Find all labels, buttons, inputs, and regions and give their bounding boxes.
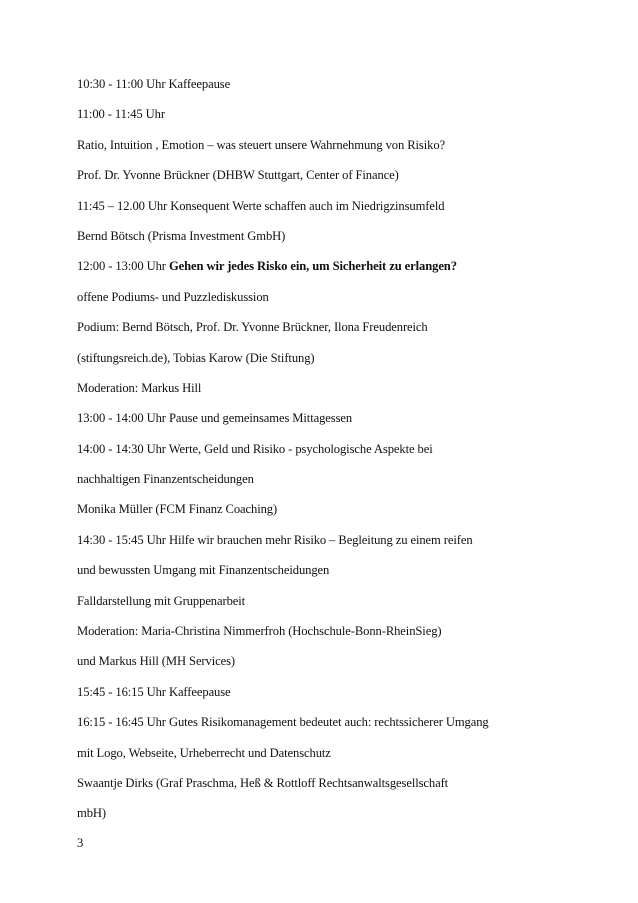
- agenda-line: Prof. Dr. Yvonne Brückner (DHBW Stuttgart, Center of Finance): [77, 168, 399, 183]
- agenda-line: 16:15 - 16:45 Uhr Gutes Risikomanagement bedeutet auch: rechtssicherer Umgang: [77, 715, 489, 730]
- agenda-line: und Markus Hill (MH Services): [77, 654, 235, 669]
- agenda-line: 15:45 - 16:15 Uhr Kaffeepause: [77, 684, 231, 699]
- agenda-line: mit Logo, Webseite, Urheberrecht und Datenschutz: [77, 745, 331, 760]
- page-number: 3: [77, 836, 84, 850]
- agenda-line: Swaantje Dirks (Graf Praschma, Heß & Rottloff Rechtsanwaltsgesellschaft: [77, 775, 449, 790]
- agenda-line: Ratio, Intuition , Emotion – was steuert unsere Wahrnehmung von Risiko?: [77, 137, 446, 152]
- agenda-line: 13:00 - 14:00 Uhr Pause und gemeinsames Mittagessen: [77, 411, 353, 426]
- agenda-line: 14:30 - 15:45 Uhr Hilfe wir brauchen mehr Risiko – Begleitung zu einem reifen: [77, 532, 473, 547]
- session-time: 12:00 - 13:00 Uhr: [77, 259, 169, 274]
- agenda-line: 11:45 – 12.00 Uhr Konsequent Werte schaffen auch im Niedrigzinsumfeld: [77, 198, 445, 213]
- session-title-bold: Gehen wir jedes Risko ein, um Sicherheit zu erlangen?: [168, 259, 457, 274]
- agenda-line: [77, 256, 577, 286]
- agenda-line: Bernd Bötsch (Prisma Investment GmbH): [77, 228, 286, 243]
- agenda-line: Moderation: Markus Hill: [77, 380, 202, 395]
- agenda-line: mbH): [77, 806, 106, 821]
- agenda-line: Moderation: Maria-Christina Nimmerfroh (Hochschule-Bonn-RheinSieg): [77, 624, 442, 639]
- agenda-line: und bewussten Umgang mit Finanzentscheidungen: [77, 563, 330, 578]
- agenda-line: Falldarstellung mit Gruppenarbeit: [77, 593, 246, 608]
- agenda-line: nachhaltigen Finanzentscheidungen: [77, 472, 254, 487]
- agenda-line: 14:00 - 14:30 Uhr Werte, Geld und Risiko - psychologische Aspekte bei: [77, 441, 433, 456]
- agenda-line: Podium: Bernd Bötsch, Prof. Dr. Yvonne Brückner, Ilona Freudenreich: [77, 320, 428, 335]
- agenda-line: 11:00 - 11:45 Uhr: [77, 107, 165, 122]
- agenda-line: offene Podiums- und Puzzlediskussion: [77, 289, 269, 304]
- agenda-line: (stiftungsreich.de), Tobias Karow (Die Stiftung): [77, 350, 315, 365]
- agenda-text: [77, 74, 577, 834]
- agenda-line: Monika Müller (FCM Finanz Coaching): [77, 502, 278, 517]
- agenda-line: 10:30 - 11:00 Uhr Kaffeepause: [77, 77, 231, 91]
